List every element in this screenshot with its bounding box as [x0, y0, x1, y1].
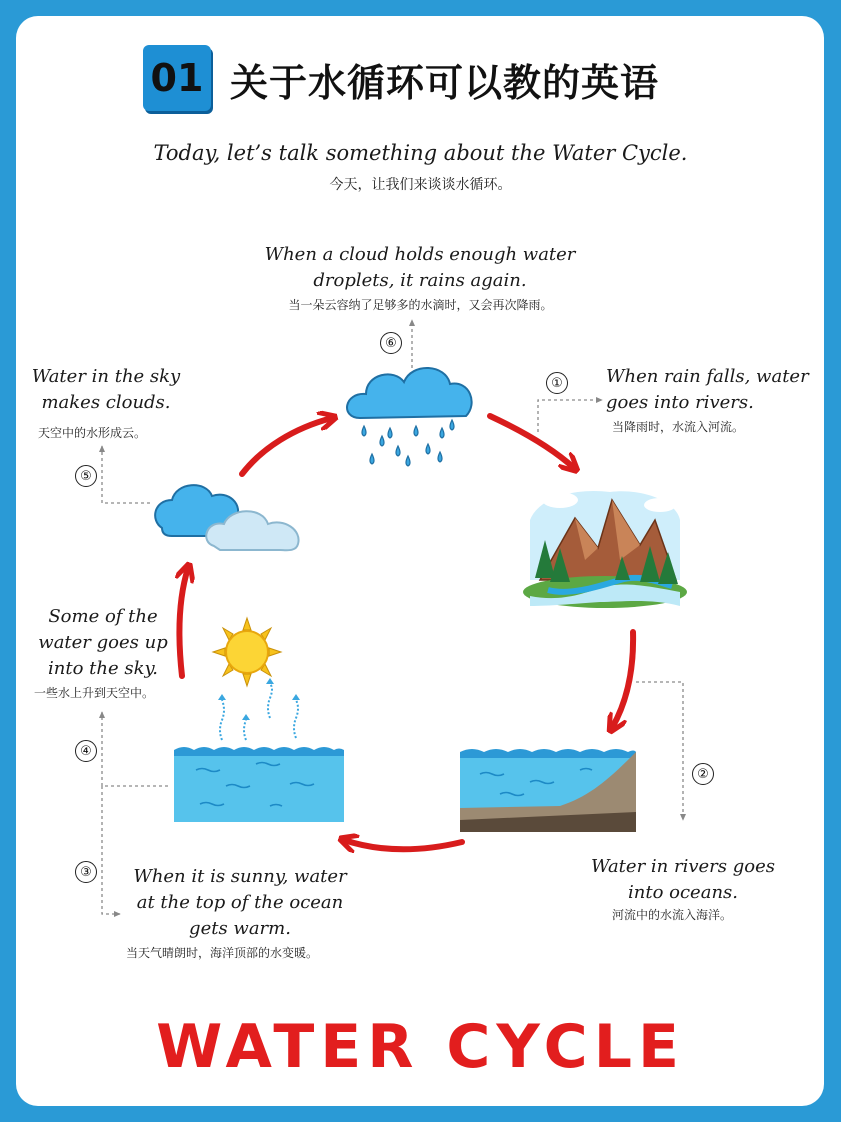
step-6-text-cn: 当一朵云容纳了足够多的水滴时，又会再次降雨。: [288, 298, 553, 312]
step-4-text-en: Some of the water goes up into the sky.: [38, 606, 168, 679]
step-5-number: ⑤: [75, 465, 97, 487]
connector-step-1: [538, 400, 602, 432]
cycle-arrow-icon: [180, 568, 188, 676]
steam-arrows-icon: [220, 684, 298, 740]
step-1-text-cn: 当降雨时，水流入河流。: [612, 420, 745, 434]
step-3-text-en: When it is sunny, water at the top of the ocean gets warm.: [133, 866, 347, 939]
rain-cloud-icon: [347, 368, 472, 466]
cycle-arrow-icon: [490, 416, 574, 468]
step-4-text-cn: 一些水上升到天空中。: [34, 686, 155, 700]
step-2-text-cn: 河流中的水流入海洋。: [612, 908, 733, 922]
step-2-number: ②: [692, 763, 714, 785]
step-6-number: ⑥: [380, 332, 402, 354]
step-5-text-en: Water in the sky makes clouds.: [31, 366, 181, 413]
step-3-text-cn: 当天气晴朗时，海洋顶部的水变暖。: [126, 946, 319, 960]
section-number-badge: 01: [143, 45, 211, 111]
cycle-arrow-icon: [242, 418, 332, 474]
cycle-arrow-icon: [612, 632, 633, 728]
page-title: 关于水循环可以教的英语: [230, 61, 660, 105]
step-1-number: ①: [546, 372, 568, 394]
step-4-number: ④: [75, 740, 97, 762]
step-6-text-en: When a cloud holds enough water droplets, it rains again.: [264, 244, 576, 291]
connector-step-2: [636, 682, 683, 820]
step-2-text-en: Water in rivers goes into oceans.: [591, 856, 775, 903]
step-1-text-en: When rain falls, water goes into rivers.: [606, 366, 809, 413]
sun-icon: [213, 618, 281, 686]
connector-step-5: [102, 446, 150, 503]
step-5-text-cn: 天空中的水形成云。: [38, 426, 147, 440]
clouds-icon: [155, 485, 298, 550]
mountain-river-icon: [523, 491, 687, 608]
ocean-icon: [174, 747, 344, 822]
cycle-arrow-icon: [344, 840, 462, 849]
intro-chinese: 今天，让我们来谈谈水循环。: [329, 177, 512, 193]
step-3-number: ③: [75, 861, 97, 883]
footer-title: WATER CYCLE: [156, 1012, 685, 1082]
intro-english: Today, let’s talk something about the Water Cycle.: [153, 141, 688, 165]
ocean-shore-icon: [460, 749, 636, 832]
